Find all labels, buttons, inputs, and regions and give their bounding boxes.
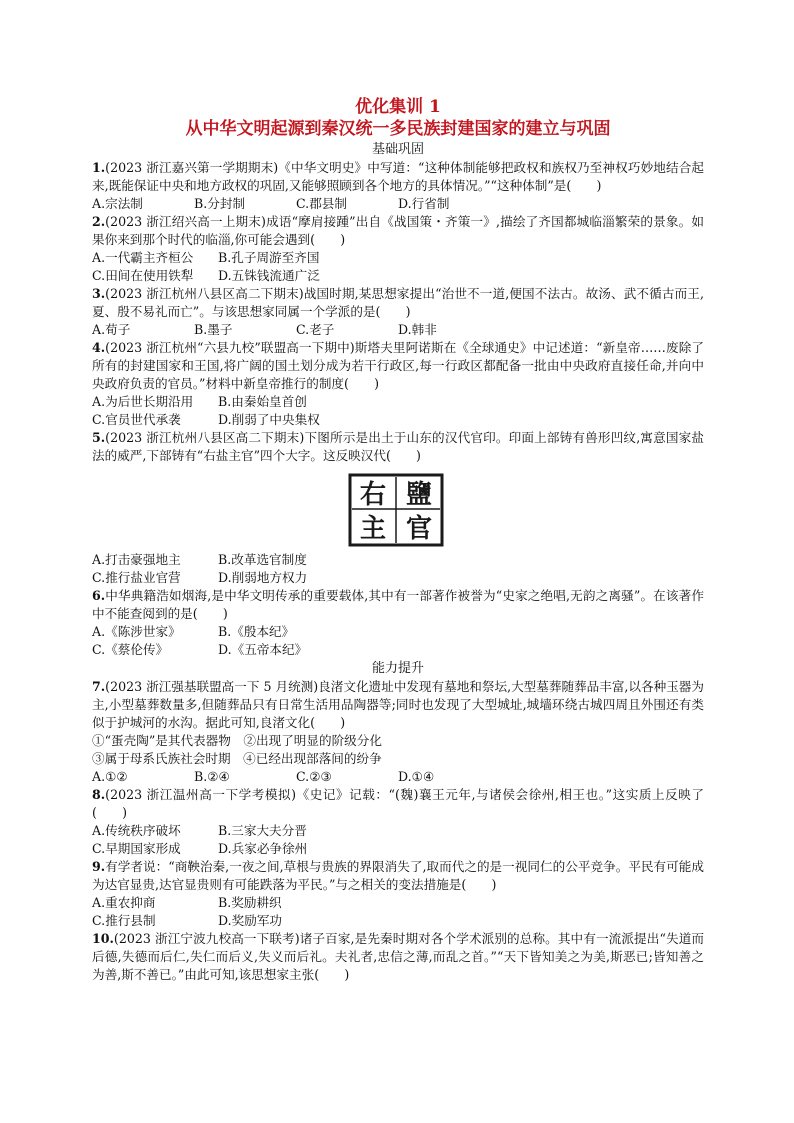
option-a: A.打击豪强地主 xyxy=(92,552,181,567)
option-c: C.推行县制 xyxy=(92,913,156,928)
question-2: 2.(2023 浙江绍兴高一上期末)成语“摩肩接踵”出自《战国策・齐策一》,描绘了齐国都城临淄繁荣的景象。如果你来到那个时代的临淄,你可能会遇到( ) xyxy=(92,214,704,247)
page-title: 优化集训 1 xyxy=(355,97,441,117)
option-b: B.改革选官制度 xyxy=(218,552,307,567)
option-d: D.《五帝本纪》 xyxy=(218,642,308,657)
option-d: D.削弱了中央集权 xyxy=(218,412,320,427)
option-b: B.由秦始皇首创 xyxy=(218,394,307,409)
section-heading-basic: 基础巩固 xyxy=(371,142,424,157)
option-d: D.奖励军功 xyxy=(218,913,283,928)
option-a: A.宗法制 xyxy=(92,196,143,211)
question-3: 3.(2023 浙江杭州八县区高二下期末)战国时期,某思想家提出“治世不一道,便国不法古。故汤、武不循古而王,夏、殷不易礼而亡”。与该思想家同属一个学派的是( ) xyxy=(92,286,704,319)
option-c: C.郡县制 xyxy=(296,196,347,211)
worksheet-page xyxy=(92,96,704,984)
option-a: A.一代霸主齐桓公 xyxy=(92,250,194,265)
option-a: A.①② xyxy=(92,769,128,784)
option-a: A.荀子 xyxy=(92,322,131,337)
option-d: D.①④ xyxy=(398,769,435,784)
option-b: B.②④ xyxy=(194,769,230,784)
seal-char-2: 鹽 xyxy=(405,480,433,510)
question-7: 7.(2023 浙江强基联盟高一下 5 月统测)良渚文化遗址中发现有墓地和祭坛,大型墓葬随葬品丰富,以各种玉器为主,小型墓葬数量多,但随葬品只有日常生活用品陶器等;同时也发现了大型城址,城墙环绕古城四周且外围还有类似于护城河的水沟。据此可知,良渚文化( ) xyxy=(92,679,704,730)
option-c: C.田间在使用铁犁 xyxy=(92,268,194,283)
option-c: C.官员世代承袭 xyxy=(92,412,181,427)
option-c: C.②③ xyxy=(296,769,332,784)
seal-figure xyxy=(92,465,704,551)
question-8-options-row-2 xyxy=(92,840,704,858)
option-a: A.重农抑商 xyxy=(92,895,156,910)
seal-char-3: 主 xyxy=(359,514,387,544)
seal-char-1: 右 xyxy=(359,480,387,510)
option-a: A.为后世长期沿用 xyxy=(92,394,194,409)
question-4: 4.(2023 浙江杭州“六县九校”联盟高一下期中)斯塔夫里阿诺斯在《全球通史》中记述道：“新皇帝……废除了所有的封建国家和王国,将广阔的国土划分成为若干行政区,每一行政区都配备一批由中央政府直接任命,并向中央政府负责的官员。”材料中新皇帝推行的制度( ) xyxy=(92,340,704,391)
question-7-options xyxy=(92,768,704,786)
option-c: C.早期国家形成 xyxy=(92,841,181,856)
question-2-options-row-2 xyxy=(92,267,704,285)
option-b: B.孔子周游至齐国 xyxy=(218,250,320,265)
question-8: 8.(2023 浙江温州高一下学考模拟)《史记》记载：“(魏)襄王元年,与诸侯会徐州,相王也。”这实质上反映了( ) xyxy=(92,787,704,820)
question-1-options xyxy=(92,195,704,213)
option-b: B.《殷本纪》 xyxy=(218,624,295,639)
question-2-options-row-1 xyxy=(92,249,704,267)
question-5-options-row-2 xyxy=(92,569,704,587)
question-9-options-row-2 xyxy=(92,912,704,930)
han-official-seal-image xyxy=(348,473,444,547)
option-a: A.传统秩序破坏 xyxy=(92,823,181,838)
option-b: B.墨子 xyxy=(194,322,233,337)
question-4-options-row-2 xyxy=(92,411,704,429)
question-9-options-row-1 xyxy=(92,894,704,912)
option-d: D.削弱地方权力 xyxy=(218,570,308,585)
page-subtitle: 从中华文明起源到秦汉统一多民族封建国家的建立与巩固 xyxy=(185,119,611,139)
option-c: C.老子 xyxy=(296,322,335,337)
question-6-options-row-2 xyxy=(92,641,704,659)
option-d: D.行省制 xyxy=(398,196,450,211)
seal-char-4: 官 xyxy=(405,514,433,544)
question-7-statements-2: ③属于母系氏族社会时期 ④已经出现部落间的纷争 xyxy=(92,751,382,766)
question-1: 1.(2023 浙江嘉兴第一学期期末)《中华文明史》中写道：“这种体制能够把政权和族权乃至神权巧妙地结合起来,既能保证中央和地方政权的巩固,又能够照顾到各个地方的具体情况。”“这种体制”是( ) xyxy=(92,160,704,193)
option-b: B.三家大夫分晋 xyxy=(218,823,307,838)
option-a: A.《陈涉世家》 xyxy=(92,624,181,639)
section-heading-advanced: 能力提升 xyxy=(371,661,424,676)
question-6: 6.中华典籍浩如烟海,是中华文明传承的重要载体,其中有一部著作被誉为“史家之绝唱,无韵之离骚”。在该著作中不能查阅到的是( ) xyxy=(92,588,704,621)
question-5: 5.(2023 浙江杭州八县区高二下期末)下图所示是出土于山东的汉代官印。印面上部铸有兽形凹纹,寓意国家盐法的威严,下部铸有“右盐主官”四个大字。这反映汉代( ) xyxy=(92,430,704,463)
question-4-options-row-1 xyxy=(92,393,704,411)
option-d: D.五铢钱流通广泛 xyxy=(218,268,320,283)
question-6-options-row-1 xyxy=(92,623,704,641)
option-b: B.分封制 xyxy=(194,196,246,211)
question-8-options-row-1 xyxy=(92,822,704,840)
option-b: B.奖励耕织 xyxy=(218,895,282,910)
question-7-statements-1: ①“蛋壳陶”是其代表器物 ②出现了明显的阶级分化 xyxy=(92,733,382,748)
option-d: D.兵家必争徐州 xyxy=(218,841,308,856)
option-c: C.《蔡伦传》 xyxy=(92,642,169,657)
question-10: 10.(2023 浙江宁波九校高一下联考)诸子百家,是先秦时期对各个学术派别的总称。其中有一流派提出“失道而后德,失德而后仁,失仁而后义,失义而后礼。夫礼者,忠信之薄,而乱之首。”“天下皆知美之为美,斯恶已;皆知善之为善,斯不善已。”由此可知,该思想家主张( ) xyxy=(92,931,704,982)
option-c: C.推行盐业官营 xyxy=(92,570,181,585)
question-9: 9.有学者说：“商鞅治秦,一夜之间,草根与贵族的界限消失了,取而代之的是一视同仁的公平竞争。平民有可能成为达官显贵,达官显贵则有可能跌落为平民。”与之相关的变法措施是( ) xyxy=(92,859,704,892)
question-3-options xyxy=(92,321,704,339)
question-5-options-row-1 xyxy=(92,551,704,569)
option-d: D.韩非 xyxy=(398,322,437,337)
